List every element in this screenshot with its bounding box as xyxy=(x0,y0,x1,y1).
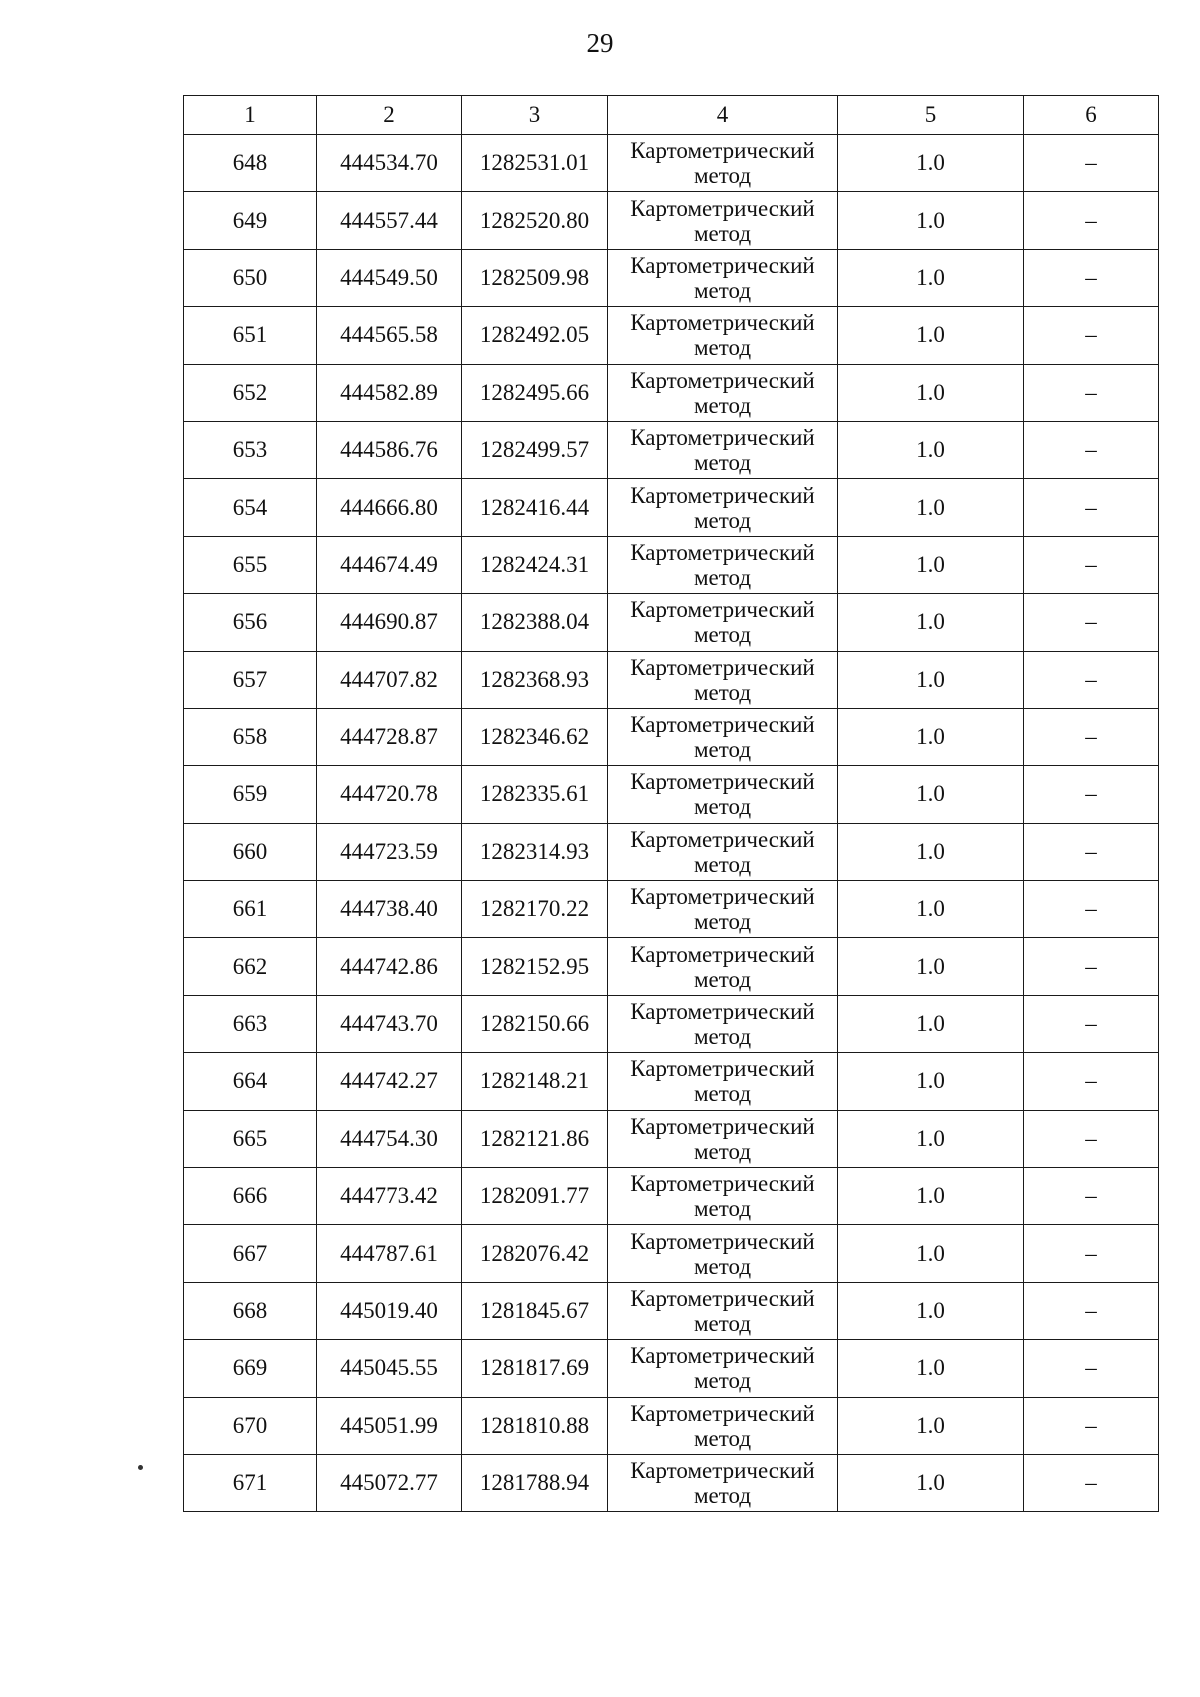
x-coordinate-cell: 444557.44 xyxy=(317,192,462,249)
point-number-cell: 670 xyxy=(184,1397,317,1454)
accuracy-cell: 1.0 xyxy=(838,421,1024,478)
method-line2: метод xyxy=(693,1483,752,1509)
y-coordinate-cell: 1282091.77 xyxy=(462,1168,608,1225)
x-coordinate-cell: 444743.70 xyxy=(317,995,462,1052)
table-row xyxy=(184,1110,1159,1167)
method-line2: метод xyxy=(693,1081,752,1107)
method-line2: метод xyxy=(693,794,752,820)
note-cell: – xyxy=(1024,995,1159,1052)
y-coordinate-cell: 1281845.67 xyxy=(462,1282,608,1339)
method-cell xyxy=(608,1454,838,1511)
table-row xyxy=(184,1053,1159,1110)
table-row xyxy=(184,823,1159,880)
y-coordinate-cell: 1281810.88 xyxy=(462,1397,608,1454)
note-cell: – xyxy=(1024,938,1159,995)
y-coordinate-cell: 1282170.22 xyxy=(462,881,608,938)
method-line2: метод xyxy=(693,220,752,246)
y-coordinate-cell: 1282531.01 xyxy=(462,135,608,192)
x-coordinate-cell: 444534.70 xyxy=(317,135,462,192)
x-coordinate-cell: 444720.78 xyxy=(317,766,462,823)
y-coordinate-cell: 1282388.04 xyxy=(462,594,608,651)
accuracy-cell: 1.0 xyxy=(838,135,1024,192)
column-header: 5 xyxy=(838,96,1024,135)
method-cell xyxy=(608,1397,838,1454)
method-cell xyxy=(608,421,838,478)
x-coordinate-cell: 445072.77 xyxy=(317,1454,462,1511)
method-cell xyxy=(608,479,838,536)
method-line2: метод xyxy=(693,450,752,476)
accuracy-cell: 1.0 xyxy=(838,249,1024,306)
point-number-cell: 663 xyxy=(184,995,317,1052)
accuracy-cell: 1.0 xyxy=(838,823,1024,880)
table-row xyxy=(184,536,1159,593)
note-cell: – xyxy=(1024,708,1159,765)
method-line1: Картометрический xyxy=(630,138,815,164)
method-cell xyxy=(608,1168,838,1225)
note-cell: – xyxy=(1024,421,1159,478)
x-coordinate-cell: 445019.40 xyxy=(317,1282,462,1339)
method-line1: Картометрический xyxy=(630,482,815,508)
table-row xyxy=(184,192,1159,249)
method-line2: метод xyxy=(693,277,752,303)
note-cell: – xyxy=(1024,1282,1159,1339)
method-cell xyxy=(608,881,838,938)
method-line1: Картометрический xyxy=(630,999,815,1025)
column-header: 4 xyxy=(608,96,838,135)
accuracy-cell: 1.0 xyxy=(838,651,1024,708)
method-line1: Картометрический xyxy=(630,769,815,795)
note-cell: – xyxy=(1024,192,1159,249)
table-row xyxy=(184,651,1159,708)
table-row xyxy=(184,249,1159,306)
page-number: 29 xyxy=(586,28,614,58)
accuracy-cell: 1.0 xyxy=(838,1225,1024,1282)
table-row xyxy=(184,594,1159,651)
point-number-cell: 657 xyxy=(184,651,317,708)
column-header: 2 xyxy=(317,96,462,135)
accuracy-cell: 1.0 xyxy=(838,995,1024,1052)
method-cell xyxy=(608,708,838,765)
x-coordinate-cell: 444565.58 xyxy=(317,307,462,364)
column-header: 3 xyxy=(462,96,608,135)
table-row xyxy=(184,307,1159,364)
point-number-cell: 662 xyxy=(184,938,317,995)
method-line1: Картометрический xyxy=(630,654,815,680)
method-line1: Картометрический xyxy=(630,597,815,623)
method-line1: Картометрический xyxy=(630,1286,815,1311)
method-line1: Картометрический xyxy=(630,195,815,221)
method-line1: Картометрический xyxy=(630,425,815,451)
x-coordinate-cell: 444742.27 xyxy=(317,1053,462,1110)
y-coordinate-cell: 1281788.94 xyxy=(462,1454,608,1511)
accuracy-cell: 1.0 xyxy=(838,708,1024,765)
method-cell xyxy=(608,307,838,364)
method-line1: Картометрический xyxy=(630,1113,815,1139)
table-row xyxy=(184,938,1159,995)
table-row xyxy=(184,1397,1159,1454)
method-line2: метод xyxy=(693,909,752,935)
method-line2: метод xyxy=(693,163,752,189)
y-coordinate-cell: 1282424.31 xyxy=(462,536,608,593)
table-row xyxy=(184,135,1159,192)
method-cell xyxy=(608,938,838,995)
point-number-cell: 649 xyxy=(184,192,317,249)
x-coordinate-cell: 444728.87 xyxy=(317,708,462,765)
y-coordinate-cell: 1282368.93 xyxy=(462,651,608,708)
x-coordinate-cell: 444723.59 xyxy=(317,823,462,880)
method-cell xyxy=(608,823,838,880)
method-line1: Картометрический xyxy=(630,367,815,393)
x-coordinate-cell: 445045.55 xyxy=(317,1340,462,1397)
accuracy-cell: 1.0 xyxy=(838,479,1024,536)
point-number-cell: 664 xyxy=(184,1053,317,1110)
y-coordinate-cell: 1282121.86 xyxy=(462,1110,608,1167)
x-coordinate-cell: 444742.86 xyxy=(317,938,462,995)
accuracy-cell: 1.0 xyxy=(838,881,1024,938)
x-coordinate-cell: 444549.50 xyxy=(317,249,462,306)
method-cell xyxy=(608,1225,838,1282)
x-coordinate-cell: 444586.76 xyxy=(317,421,462,478)
method-line2: метод xyxy=(693,1024,752,1050)
method-cell xyxy=(608,536,838,593)
note-cell: – xyxy=(1024,881,1159,938)
accuracy-cell: 1.0 xyxy=(838,594,1024,651)
point-number-cell: 653 xyxy=(184,421,317,478)
method-cell xyxy=(608,1282,838,1339)
table-row xyxy=(184,995,1159,1052)
accuracy-cell: 1.0 xyxy=(838,1168,1024,1225)
method-cell xyxy=(608,1110,838,1167)
point-number-cell: 651 xyxy=(184,307,317,364)
method-line1: Картометрический xyxy=(630,1228,815,1254)
point-number-cell: 668 xyxy=(184,1282,317,1339)
note-cell: – xyxy=(1024,479,1159,536)
note-cell: – xyxy=(1024,594,1159,651)
note-cell: – xyxy=(1024,1454,1159,1511)
method-line2: метод xyxy=(693,679,752,705)
coordinates-table xyxy=(183,95,1159,1512)
x-coordinate-cell: 444773.42 xyxy=(317,1168,462,1225)
table-row xyxy=(184,1340,1159,1397)
table-body xyxy=(184,135,1159,1512)
point-number-cell: 669 xyxy=(184,1340,317,1397)
table-row xyxy=(184,708,1159,765)
method-line2: метод xyxy=(693,392,752,418)
note-cell: – xyxy=(1024,766,1159,823)
y-coordinate-cell: 1282346.62 xyxy=(462,708,608,765)
point-number-cell: 655 xyxy=(184,536,317,593)
accuracy-cell: 1.0 xyxy=(838,1053,1024,1110)
method-line2: метод xyxy=(693,335,752,361)
method-cell xyxy=(608,1340,838,1397)
note-cell: – xyxy=(1024,1110,1159,1167)
method-line2: метод xyxy=(693,622,752,648)
method-cell xyxy=(608,364,838,421)
note-cell: – xyxy=(1024,249,1159,306)
method-cell xyxy=(608,249,838,306)
method-cell xyxy=(608,192,838,249)
y-coordinate-cell: 1282076.42 xyxy=(462,1225,608,1282)
x-coordinate-cell: 444690.87 xyxy=(317,594,462,651)
table-row xyxy=(184,479,1159,536)
method-line1: Картометрический xyxy=(630,941,815,967)
method-cell xyxy=(608,594,838,651)
note-cell: – xyxy=(1024,1397,1159,1454)
method-line2: метод xyxy=(693,1311,752,1336)
accuracy-cell: 1.0 xyxy=(838,1110,1024,1167)
table-header-row xyxy=(184,96,1159,135)
method-line2: метод xyxy=(693,1368,752,1394)
accuracy-cell: 1.0 xyxy=(838,1282,1024,1339)
note-cell: – xyxy=(1024,1340,1159,1397)
y-coordinate-cell: 1282520.80 xyxy=(462,192,608,249)
point-number-cell: 654 xyxy=(184,479,317,536)
note-cell: – xyxy=(1024,1053,1159,1110)
x-coordinate-cell: 444754.30 xyxy=(317,1110,462,1167)
method-line1: Картометрический xyxy=(630,712,815,738)
point-number-cell: 659 xyxy=(184,766,317,823)
method-line2: метод xyxy=(693,851,752,877)
method-line2: метод xyxy=(693,1425,752,1451)
method-line1: Картометрический xyxy=(630,539,815,565)
x-coordinate-cell: 444674.49 xyxy=(317,536,462,593)
method-line1: Картометрический xyxy=(630,1400,815,1426)
point-number-cell: 671 xyxy=(184,1454,317,1511)
point-number-cell: 660 xyxy=(184,823,317,880)
x-coordinate-cell: 444707.82 xyxy=(317,651,462,708)
point-number-cell: 666 xyxy=(184,1168,317,1225)
y-coordinate-cell: 1282416.44 xyxy=(462,479,608,536)
accuracy-cell: 1.0 xyxy=(838,938,1024,995)
note-cell: – xyxy=(1024,135,1159,192)
point-number-cell: 652 xyxy=(184,364,317,421)
method-line2: метод xyxy=(693,1138,752,1164)
point-number-cell: 648 xyxy=(184,135,317,192)
point-number-cell: 667 xyxy=(184,1225,317,1282)
method-cell xyxy=(608,135,838,192)
x-coordinate-cell: 444738.40 xyxy=(317,881,462,938)
note-cell: – xyxy=(1024,536,1159,593)
accuracy-cell: 1.0 xyxy=(838,536,1024,593)
method-line1: Картометрический xyxy=(630,884,815,910)
method-line2: метод xyxy=(693,1196,752,1222)
y-coordinate-cell: 1282314.93 xyxy=(462,823,608,880)
note-cell: – xyxy=(1024,1168,1159,1225)
method-line1: Картометрический xyxy=(630,1343,815,1369)
x-coordinate-cell: 444787.61 xyxy=(317,1225,462,1282)
x-coordinate-cell: 444582.89 xyxy=(317,364,462,421)
note-cell: – xyxy=(1024,823,1159,880)
note-cell: – xyxy=(1024,307,1159,364)
method-line1: Картометрический xyxy=(630,1458,815,1484)
x-coordinate-cell: 445051.99 xyxy=(317,1397,462,1454)
method-line1: Картометрический xyxy=(630,252,815,278)
method-cell xyxy=(608,651,838,708)
accuracy-cell: 1.0 xyxy=(838,1397,1024,1454)
method-line2: метод xyxy=(693,966,752,992)
point-number-cell: 665 xyxy=(184,1110,317,1167)
table-row xyxy=(184,881,1159,938)
note-cell: – xyxy=(1024,1225,1159,1282)
column-header: 6 xyxy=(1024,96,1159,135)
y-coordinate-cell: 1282152.95 xyxy=(462,938,608,995)
accuracy-cell: 1.0 xyxy=(838,1340,1024,1397)
y-coordinate-cell: 1281817.69 xyxy=(462,1340,608,1397)
x-coordinate-cell: 444666.80 xyxy=(317,479,462,536)
table-row xyxy=(184,364,1159,421)
y-coordinate-cell: 1282150.66 xyxy=(462,995,608,1052)
method-line2: метод xyxy=(693,1253,752,1279)
accuracy-cell: 1.0 xyxy=(838,1454,1024,1511)
table-row xyxy=(184,1282,1159,1339)
point-number-cell: 658 xyxy=(184,708,317,765)
table-row xyxy=(184,1454,1159,1511)
table-row xyxy=(184,1225,1159,1282)
accuracy-cell: 1.0 xyxy=(838,364,1024,421)
method-line1: Картометрический xyxy=(630,1056,815,1082)
point-number-cell: 656 xyxy=(184,594,317,651)
point-number-cell: 650 xyxy=(184,249,317,306)
method-line2: метод xyxy=(693,564,752,590)
table-row xyxy=(184,1168,1159,1225)
method-line1: Картометрический xyxy=(630,1171,815,1197)
y-coordinate-cell: 1282499.57 xyxy=(462,421,608,478)
y-coordinate-cell: 1282492.05 xyxy=(462,307,608,364)
accuracy-cell: 1.0 xyxy=(838,307,1024,364)
method-line2: метод xyxy=(693,737,752,763)
table-row xyxy=(184,766,1159,823)
accuracy-cell: 1.0 xyxy=(838,192,1024,249)
point-number-cell: 661 xyxy=(184,881,317,938)
method-cell xyxy=(608,995,838,1052)
scan-speck xyxy=(138,1465,143,1470)
accuracy-cell: 1.0 xyxy=(838,766,1024,823)
note-cell: – xyxy=(1024,364,1159,421)
y-coordinate-cell: 1282148.21 xyxy=(462,1053,608,1110)
y-coordinate-cell: 1282495.66 xyxy=(462,364,608,421)
method-line1: Картометрический xyxy=(630,310,815,336)
column-header: 1 xyxy=(184,96,317,135)
method-line1: Картометрический xyxy=(630,826,815,852)
method-line2: метод xyxy=(693,507,752,533)
y-coordinate-cell: 1282335.61 xyxy=(462,766,608,823)
method-cell xyxy=(608,1053,838,1110)
table-row xyxy=(184,421,1159,478)
note-cell: – xyxy=(1024,651,1159,708)
method-cell xyxy=(608,766,838,823)
y-coordinate-cell: 1282509.98 xyxy=(462,249,608,306)
